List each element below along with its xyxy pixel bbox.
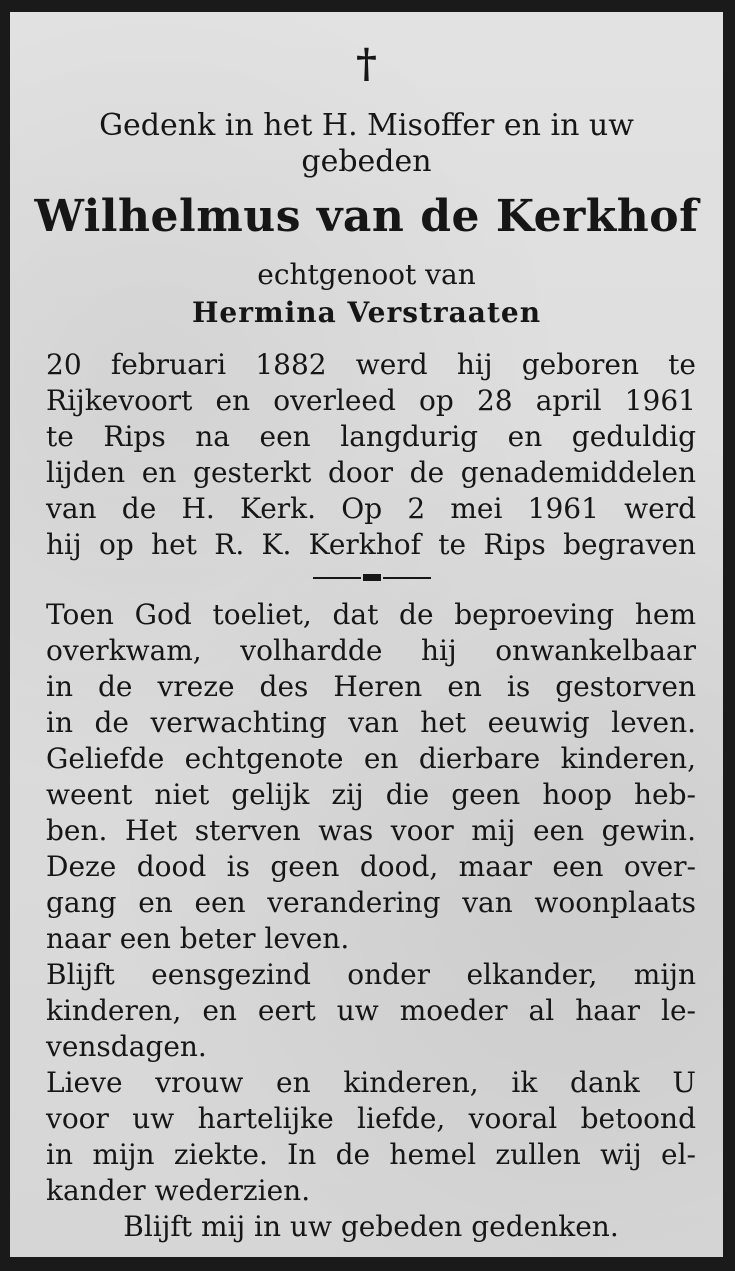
text-line: weent niet gelijk zij die geen hoop heb- <box>46 778 696 811</box>
text-line: naar een beter leven. <box>46 922 350 955</box>
cross-icon: † <box>356 40 377 87</box>
biography-line: van de H. Kerk. Op 2 mei 1961 werd <box>46 492 696 525</box>
text-line: in de verwachting van het eeuwig leven. <box>46 706 696 739</box>
spouse-label: echtgenoot van <box>257 258 476 291</box>
text-line: ben. Het sterven was voor mij een gewin. <box>46 814 696 847</box>
intro-line-2: gebeden <box>301 144 432 179</box>
text-line: Toen God toeliet, dat de beproeving hem <box>46 598 696 631</box>
memorial-card <box>10 12 723 1257</box>
biography-line: Rijkevoort en overleed op 28 april 1961 <box>46 384 696 417</box>
text-line: gang en een verandering van woonplaats <box>46 886 696 919</box>
text-line: kander wederzien. <box>46 1174 311 1207</box>
text-line: in mijn ziekte. In de hemel zullen wij el- <box>46 1138 696 1171</box>
intro-line-1: Gedenk in het H. Misoffer en in uw <box>99 108 634 143</box>
biography-line: te Rips na een langdurig en geduldig <box>46 420 696 453</box>
biography-line: hij op het R. K. Kerkhof te Rips begraven <box>46 528 696 561</box>
biography-line: lijden en gesterkt door de genademiddelen <box>46 456 696 489</box>
text-line: overkwam, volhardde hij onwankelbaar <box>46 634 696 667</box>
text-line: Deze dood is geen dood, maar een over- <box>46 850 696 883</box>
deceased-name: Wilhelmus van de Kerkhof <box>34 191 699 242</box>
text-line: Lieve vrouw en kinderen, ik dank U <box>46 1066 696 1099</box>
ornamental-divider <box>313 574 431 582</box>
text-line: kinderen, en eert uw moeder al haar le- <box>46 994 696 1027</box>
text-line: Blijft eensgezind onder elkander, mijn <box>46 958 696 991</box>
text-line: voor uw hartelijke liefde, vooral betoond <box>46 1102 696 1135</box>
biography-line: 20 februari 1882 werd hij geboren te <box>46 348 696 381</box>
text-line: in de vreze des Heren en is gestorven <box>46 670 696 703</box>
text-line: Geliefde echtgenote en dierbare kinderen, <box>46 742 696 775</box>
closing-line: Blijft mij in uw gebeden gedenken. <box>123 1210 619 1243</box>
spouse-name: Hermina Verstraaten <box>191 296 542 329</box>
text-line: vensdagen. <box>46 1030 207 1063</box>
